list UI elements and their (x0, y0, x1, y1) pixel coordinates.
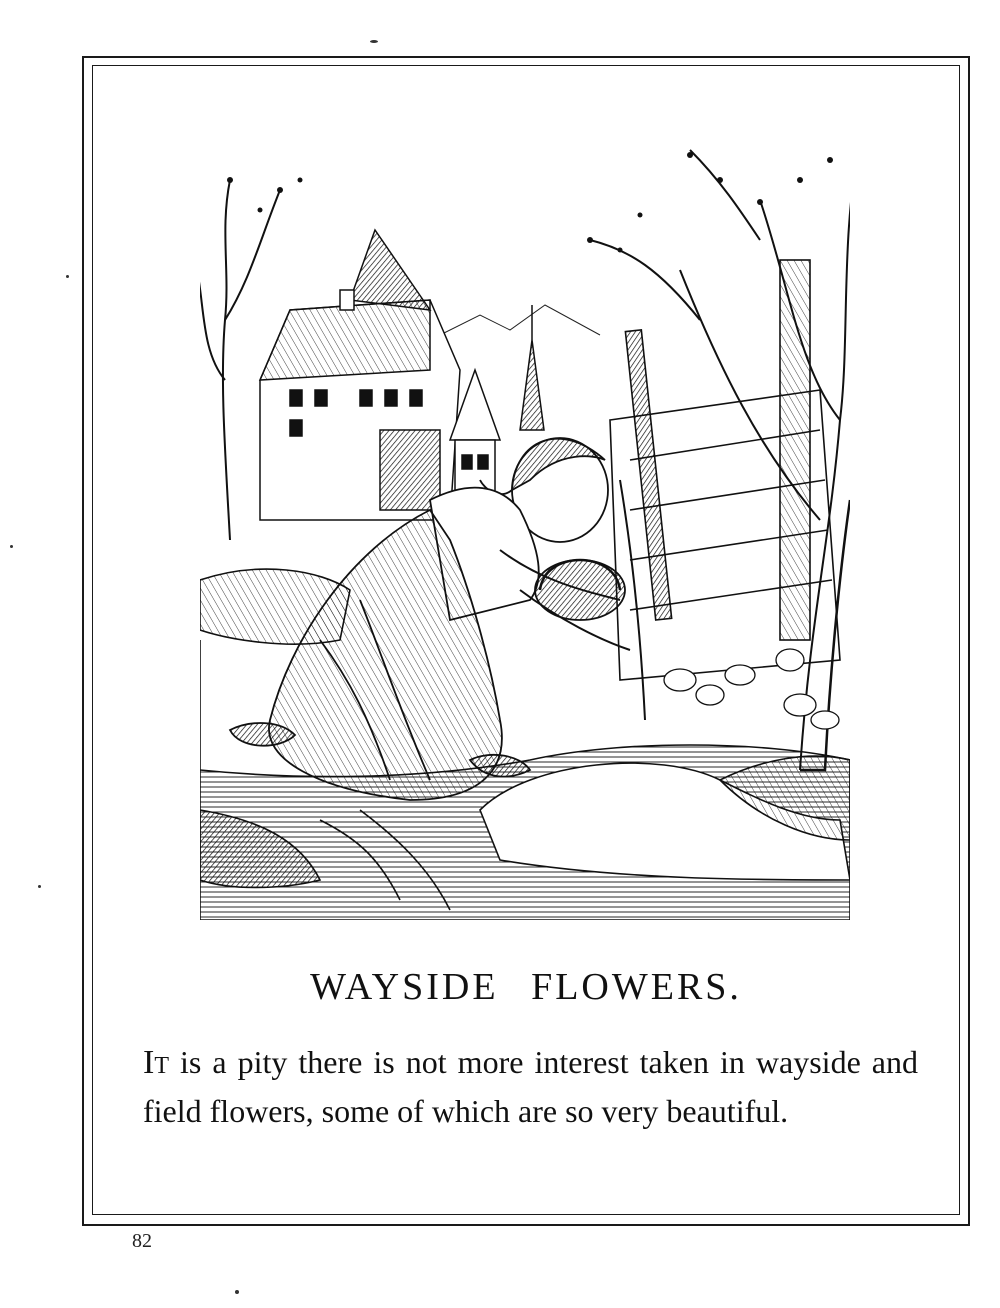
tree-leaves (227, 152, 833, 253)
page-title: WAYSIDE FLOWERS. (310, 966, 742, 1008)
engraving-illustration (200, 120, 850, 920)
body-paragraph (143, 1038, 918, 1135)
print-speck (370, 40, 378, 43)
first-word: It (143, 1044, 169, 1081)
wooden-fence (610, 260, 840, 680)
village-houses (260, 230, 544, 520)
print-speck (38, 885, 41, 888)
print-speck (66, 275, 69, 278)
print-speck (235, 1290, 239, 1294)
print-speck (10, 545, 13, 548)
body-text-rest: is a pity there is not more interest taken in wayside and field flowers, some of which are so very beautiful. (143, 1044, 918, 1129)
page-number: 82 (132, 1230, 152, 1252)
